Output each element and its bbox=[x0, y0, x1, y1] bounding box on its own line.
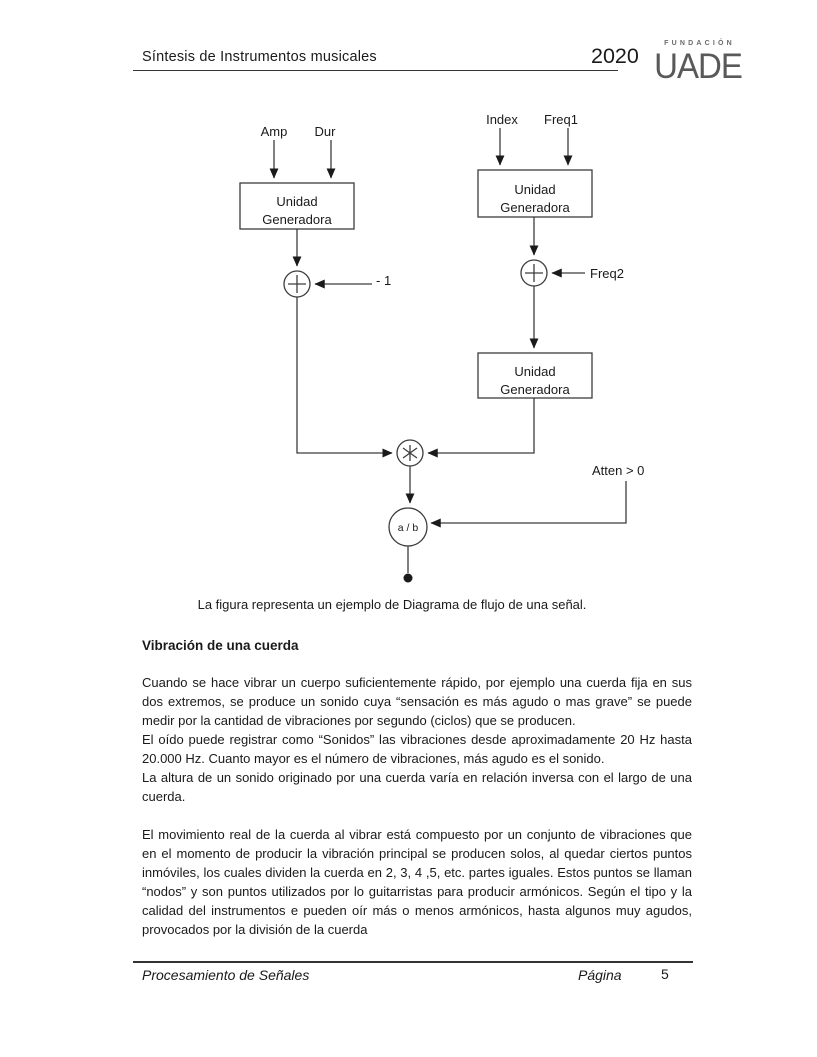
paragraph: El movimiento real de la cuerda al vibrar está compuesto por un conjunto de vibraciones que en el momento de producir la vibración principal se producen solos, al quedar ciertos puntos inmóviles, los cuales dividen la cuerda en 2, 3, 4 ,5, etc. partes iguales. Estos puntos se llaman “nodos” y son puntos utilizados por lo guitarristas para producir armónicos. Según el tipo y la calidad del instrumentos e pueden oír más o menos armónicos, hasta algunos muy agudos, provocados por la división de la cuerda bbox=[142, 827, 692, 937]
divide-label: a / b bbox=[397, 522, 419, 534]
generator-right-top-line1: Unidad bbox=[514, 182, 556, 197]
generator-left-line2: Generadora bbox=[262, 212, 332, 227]
minus-one-label: - 1 bbox=[376, 273, 392, 288]
paragraph: El oído puede registrar como “Sonidos” las vibraciones desde aproximadamente 20 Hz hasta 20.000 Hz. Cuanto mayor es el número de vibraciones, más agudo es el sonido. bbox=[142, 732, 692, 766]
logo-uade-text: UADE bbox=[654, 45, 742, 86]
year-label: 2020 bbox=[591, 44, 639, 68]
footer-page-label: Página bbox=[578, 967, 622, 983]
header-title: Síntesis de Instrumentos musicales bbox=[142, 49, 377, 65]
paragraph: Cuando se hace vibrar un cuerpo suficientemente rápido, por ejemplo una cuerda fija en sus dos extremos, se produce un sonido cuya “sensación es más agudo o mas grave” se puede medir por la cantidad de vibraciones por segundo (ciclos) que se producen. bbox=[142, 675, 692, 728]
generator-right-bottom-line2: Generadora bbox=[500, 382, 570, 397]
freq2-label: Freq2 bbox=[590, 266, 624, 281]
dur-label: Dur bbox=[314, 124, 336, 139]
footer-course-title: Procesamiento de Señales bbox=[142, 967, 310, 983]
signal-flow-diagram bbox=[0, 100, 817, 595]
freq1-label: Freq1 bbox=[544, 112, 578, 127]
index-label: Index bbox=[486, 112, 518, 127]
left-to-mult-line bbox=[297, 297, 392, 453]
uade-logo bbox=[648, 40, 748, 86]
output-terminal-dot bbox=[404, 574, 413, 583]
section-heading: Vibración de una cuerda bbox=[142, 638, 299, 653]
generator-right-top-line2: Generadora bbox=[500, 200, 570, 215]
right-to-mult-line bbox=[428, 398, 534, 453]
paragraph: La altura de un sonido originado por una cuerda varía en relación inversa con el largo de una cuerda. bbox=[142, 770, 692, 804]
atten-label: Atten > 0 bbox=[592, 463, 645, 478]
footer-page-number: 5 bbox=[661, 966, 669, 982]
logo-fundacion-text: FUNDACIÓN bbox=[664, 40, 735, 47]
amp-label: Amp bbox=[260, 124, 288, 139]
generator-left-line1: Unidad bbox=[276, 194, 318, 209]
figure-caption: La figura representa un ejemplo de Diagrama de flujo de una señal. bbox=[197, 597, 587, 612]
generator-right-bottom-line1: Unidad bbox=[514, 364, 556, 379]
footer-rule bbox=[133, 961, 693, 963]
atten-line bbox=[431, 481, 626, 523]
header-rule bbox=[133, 70, 618, 71]
body-text bbox=[142, 673, 692, 939]
